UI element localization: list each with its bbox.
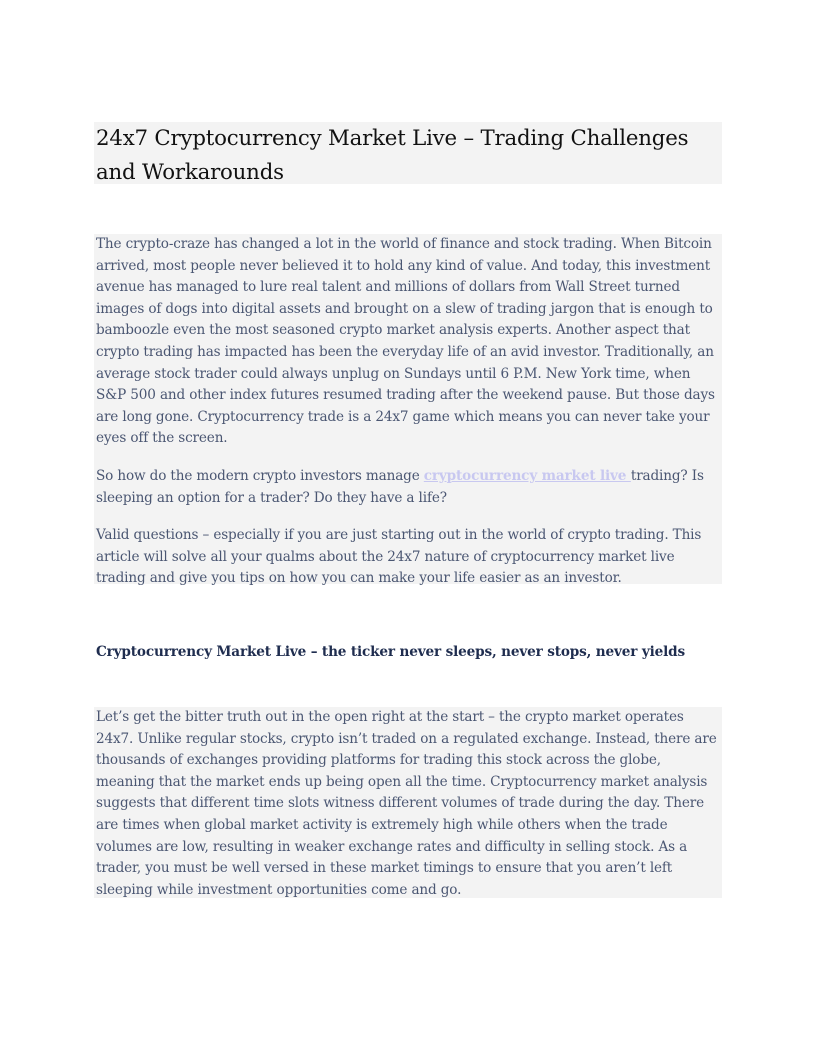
- intro-section: [94, 234, 722, 587]
- intro-paragraph-3: Valid questions – especially if you are just starting out in the world of crypto trading. This article will solve all your qualms about the 24x7 nature of cryptocurrency market live trading and give you tips on how you can make your life easier as an investor.: [96, 527, 702, 587]
- page-title: 24x7 Cryptocurrency Market Live – Trading Challenges and Workarounds: [96, 126, 689, 185]
- intro-paragraph-2-text-after: trading? Is sleeping an option for a trader? Do they have a life?: [96, 467, 704, 506]
- cryptocurrency-market-live-link[interactable]: cryptocurrency market live: [423, 467, 631, 484]
- title-block: [94, 122, 722, 184]
- intro-paragraph-1: The crypto-craze has changed a lot in the world of finance and stock trading. When Bitcoin arrived, most people never believed it to hold any kind of value. And today, this investment avenue has managed to lure real talent and millions of dollars from Wall Street turned images of dogs into digital assets and brought on a slew of trading jargon that is enough to bamboozle even the most seasoned crypto market analysis experts. Another aspect that crypto trading has impacted has been the everyday life of an avid investor. Traditionally, an average stock trader could always unplug on Sundays until 6 P.M. New York time, when S&P 500 and other index futures resumed trading after the weekend pause. But those days are long gone. Cryptocurrency trade is a 24x7 game which means you can never take your eyes off the screen.: [96, 236, 715, 447]
- section-heading: Cryptocurrency Market Live – the ticker never sleeps, never stops, never yields: [96, 644, 685, 660]
- section-body: [94, 707, 722, 898]
- intro-paragraph-2: [96, 466, 720, 509]
- section-paragraph: Let’s get the bitter truth out in the open right at the start – the crypto market operates 24x7. Unlike regular stocks, crypto isn’t traded on a regulated exchange. Instead, there are thousands of exchanges providing platforms for trading this stock across the globe, meaning that the market ends up being open all the time. Cryptocurrency market analysis suggests that different time slots witness different volumes of trade during the day. There are times when global market activity is extremely high while others when the trade volumes are low, resulting in weaker exchange rates and difficulty in selling stock. As a trader, you must be well versed in these market timings to ensure that you aren’t left sleeping while investment opportunities come and go.: [96, 709, 717, 898]
- intro-paragraph-2-text-before: So how do the modern crypto investors manage: [96, 467, 424, 484]
